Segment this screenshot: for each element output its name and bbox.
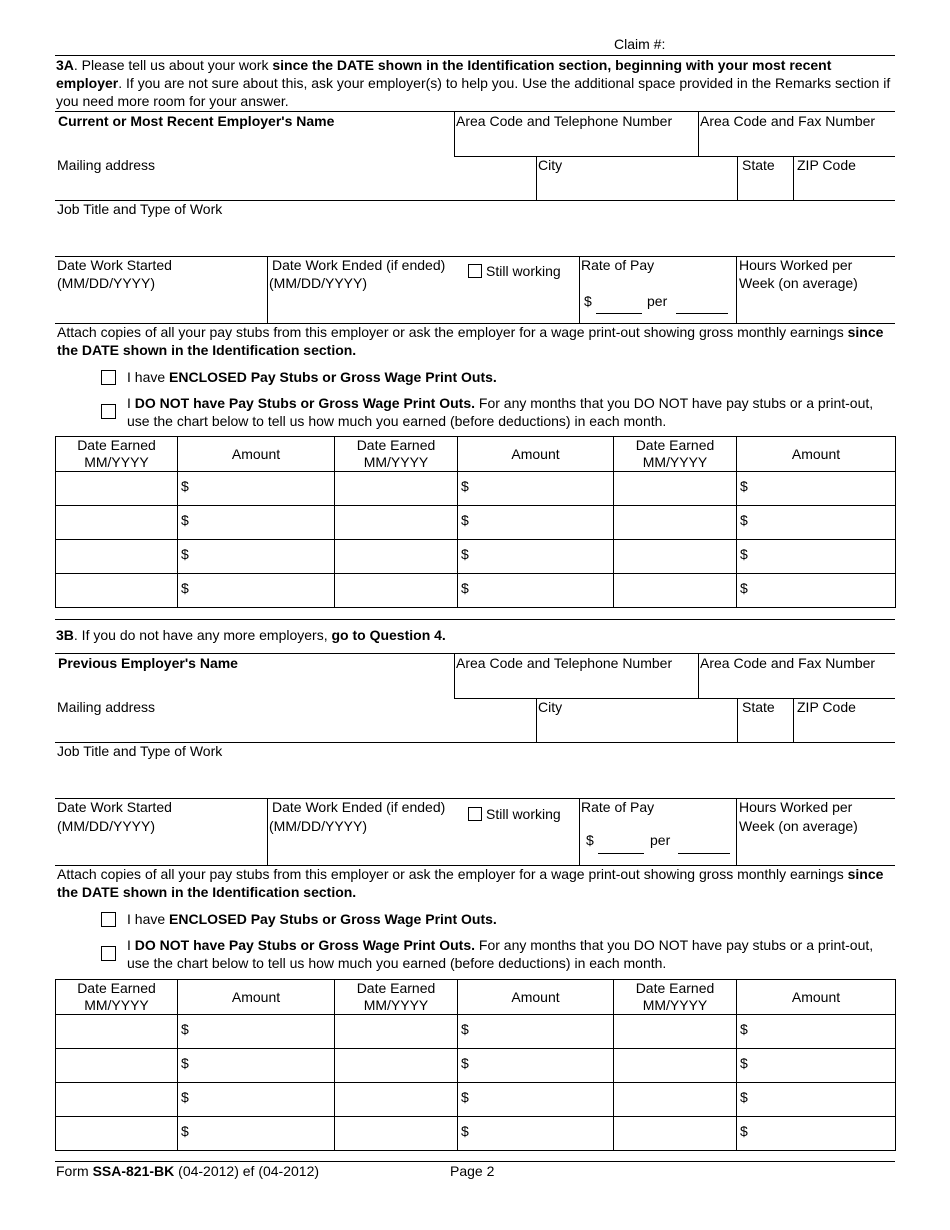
employer-name-label: Current or Most Recent Employer's Name	[58, 113, 335, 129]
still-working-label: Still working	[486, 806, 561, 822]
date-earned-cell[interactable]	[56, 472, 178, 506]
table-row	[56, 1049, 896, 1083]
attach-instructions: Attach copies of all your pay stubs from this employer or ask the employer for a wage print-out showing gross monthly earnings since the DATE shown in the Identification section.	[57, 324, 884, 358]
mailing-address-field[interactable]	[56, 718, 534, 740]
zip-field[interactable]	[795, 176, 894, 198]
job-title-field[interactable]	[56, 764, 894, 796]
date-earned-header: Date Earned MM/YYYY	[614, 980, 737, 1015]
still-working-checkbox[interactable]	[468, 264, 482, 278]
state-label: State	[742, 157, 775, 173]
date-started-format: (MM/DD/YYYY)	[57, 818, 155, 834]
enclosed-label: I have ENCLOSED Pay Stubs or Gross Wage Print Outs.	[127, 369, 497, 385]
date-earned-cell[interactable]	[56, 1015, 178, 1049]
phone-label: Area Code and Telephone Number	[456, 113, 673, 129]
table-row	[56, 1083, 896, 1117]
still-working-label: Still working	[486, 263, 561, 279]
do-not-have-label: I DO NOT have Pay Stubs or Gross Wage Print Outs. For any months that you DO NOT have pay stubs or a print-out, use the chart below to tell us how much you earned (before deductions) in each month.	[127, 395, 874, 429]
date-started-label: Date Work Started	[57, 799, 172, 815]
rate-amount-field[interactable]	[596, 313, 642, 314]
rate-amount-field[interactable]	[598, 853, 644, 854]
do-not-have-checkbox[interactable]	[101, 946, 116, 961]
hours-field[interactable]	[738, 837, 894, 863]
amount-cell[interactable]: $	[178, 1015, 335, 1049]
amount-cell[interactable]: $	[737, 540, 896, 574]
date-ended-format: (MM/DD/YYYY)	[269, 275, 367, 291]
claim-label: Claim #:	[614, 36, 666, 52]
divider	[698, 111, 699, 156]
amount-cell[interactable]: $	[458, 540, 614, 574]
divider	[736, 256, 737, 323]
date-earned-cell[interactable]	[614, 540, 737, 574]
phone-label: Area Code and Telephone Number	[456, 655, 673, 671]
date-earned-cell[interactable]	[56, 1083, 178, 1117]
date-earned-cell[interactable]	[614, 574, 737, 608]
date-earned-cell[interactable]	[614, 1049, 737, 1083]
divider	[793, 156, 794, 200]
amount-header: Amount	[737, 980, 896, 1015]
earnings-table-3a	[55, 436, 896, 608]
amount-cell[interactable]: $	[178, 472, 335, 506]
date-ended-field[interactable]	[269, 294, 577, 320]
date-earned-cell[interactable]	[335, 472, 458, 506]
date-earned-cell[interactable]	[335, 574, 458, 608]
amount-header: Amount	[458, 980, 614, 1015]
date-earned-cell[interactable]	[335, 1117, 458, 1151]
table-row	[56, 540, 896, 574]
date-ended-label: Date Work Ended (if ended)	[272, 257, 446, 273]
date-earned-cell[interactable]	[56, 506, 178, 540]
amount-cell[interactable]: $	[458, 506, 614, 540]
amount-cell[interactable]: $	[737, 1015, 896, 1049]
amount-cell[interactable]: $	[178, 540, 335, 574]
state-label: State	[742, 699, 775, 715]
employer-name-field[interactable]	[56, 674, 452, 696]
date-earned-cell[interactable]	[614, 1117, 737, 1151]
form-number: Form SSA-821-BK (04-2012) ef (04-2012)	[56, 1163, 320, 1179]
date-earned-cell[interactable]	[614, 1083, 737, 1117]
fax-label: Area Code and Fax Number	[700, 655, 876, 671]
hours-label-2: Week (on average)	[739, 818, 858, 834]
amount-header: Amount	[737, 437, 896, 472]
enclosed-checkbox[interactable]	[101, 370, 116, 385]
claim-number-field[interactable]	[675, 33, 895, 53]
amount-cell[interactable]: $	[178, 1049, 335, 1083]
date-earned-header: Date Earned MM/YYYY	[614, 437, 737, 472]
date-earned-cell[interactable]	[56, 574, 178, 608]
fax-label: Area Code and Fax Number	[700, 113, 876, 129]
divider	[267, 256, 268, 323]
dollar-sign: $	[586, 832, 594, 848]
divider	[536, 156, 537, 200]
amount-cell[interactable]: $	[178, 1083, 335, 1117]
job-title-field[interactable]	[56, 222, 894, 254]
date-earned-cell[interactable]	[614, 1015, 737, 1049]
date-started-format: (MM/DD/YYYY)	[57, 275, 155, 291]
date-earned-cell[interactable]	[335, 1015, 458, 1049]
employer-name-label: Previous Employer's Name	[58, 655, 238, 671]
amount-cell[interactable]: $	[178, 574, 335, 608]
date-earned-cell[interactable]	[56, 540, 178, 574]
divider	[698, 653, 699, 698]
city-field[interactable]	[538, 718, 734, 740]
zip-label: ZIP Code	[797, 699, 856, 715]
divider	[793, 698, 794, 742]
hours-label-2: Week (on average)	[739, 275, 858, 291]
earnings-table-3b	[55, 979, 896, 1151]
amount-cell[interactable]: $	[458, 472, 614, 506]
do-not-have-label: I DO NOT have Pay Stubs or Gross Wage Print Outs. For any months that you DO NOT have pay stubs or a print-out, use the chart below to tell us how much you earned (before deductions) in each month.	[127, 937, 874, 971]
do-not-have-checkbox[interactable]	[101, 404, 116, 419]
employer-name-field[interactable]	[56, 132, 452, 154]
mailing-address-label: Mailing address	[57, 157, 156, 173]
attach-instructions: Attach copies of all your pay stubs from this employer or ask the employer for a wage print-out showing gross monthly earnings since the DATE shown in the Identification section.	[57, 866, 884, 900]
table-row	[56, 506, 896, 540]
date-earned-cell[interactable]	[614, 506, 737, 540]
amount-cell[interactable]: $	[737, 472, 896, 506]
zip-label: ZIP Code	[797, 157, 856, 173]
date-earned-cell[interactable]	[335, 1049, 458, 1083]
divider	[55, 619, 895, 620]
job-title-label: Job Title and Type of Work	[57, 201, 223, 217]
state-field[interactable]	[739, 718, 791, 740]
job-title-label: Job Title and Type of Work	[57, 743, 223, 759]
rate-of-pay-label: Rate of Pay	[581, 257, 655, 273]
amount-cell[interactable]: $	[458, 1083, 614, 1117]
table-row	[56, 1117, 896, 1151]
mailing-address-label: Mailing address	[57, 699, 156, 715]
rate-of-pay-label: Rate of Pay	[581, 799, 655, 815]
phone-field[interactable]	[456, 132, 696, 154]
date-earned-cell[interactable]	[56, 1117, 178, 1151]
amount-cell[interactable]: $	[458, 1049, 614, 1083]
mailing-address-field[interactable]	[56, 176, 534, 198]
zip-field[interactable]	[795, 718, 894, 740]
date-earned-cell[interactable]	[56, 1049, 178, 1083]
per-label: per	[650, 832, 671, 848]
divider	[579, 798, 580, 865]
amount-header: Amount	[178, 437, 335, 472]
table-row	[56, 472, 896, 506]
section-3a-intro: 3A. Please tell us about your work since the DATE shown in the Identification section, beginning with your most recent employer. If you are not sure about this, ask your employer(s) to help you. Use the additional space provided in the Remarks section if you need more room for your answer.	[56, 57, 891, 109]
amount-cell[interactable]: $	[737, 1049, 896, 1083]
date-earned-cell[interactable]	[335, 1083, 458, 1117]
enclosed-checkbox[interactable]	[101, 912, 116, 927]
amount-cell[interactable]: $	[737, 574, 896, 608]
date-ended-format: (MM/DD/YYYY)	[269, 818, 367, 834]
date-ended-label: Date Work Ended (if ended)	[272, 799, 446, 815]
date-started-field[interactable]	[56, 294, 264, 320]
divider	[737, 698, 738, 742]
divider	[536, 698, 537, 742]
date-ended-field[interactable]	[269, 837, 577, 863]
enclosed-label: I have ENCLOSED Pay Stubs or Gross Wage Print Outs.	[127, 911, 497, 927]
amount-header: Amount	[178, 980, 335, 1015]
amount-cell[interactable]: $	[737, 1117, 896, 1151]
hours-field[interactable]	[738, 294, 894, 320]
divider	[454, 111, 455, 156]
amount-header: Amount	[458, 437, 614, 472]
date-earned-cell[interactable]	[614, 472, 737, 506]
rate-period-field[interactable]	[678, 853, 730, 854]
amount-cell[interactable]: $	[458, 574, 614, 608]
amount-cell[interactable]: $	[458, 1015, 614, 1049]
date-earned-header: Date Earned MM/YYYY	[56, 437, 178, 472]
section-3b-intro: 3B. If you do not have any more employers, go to Question 4.	[56, 627, 446, 643]
city-label: City	[538, 699, 563, 715]
divider	[454, 653, 455, 698]
phone-field[interactable]	[456, 674, 696, 696]
rate-period-field[interactable]	[676, 313, 728, 314]
date-earned-cell[interactable]	[335, 506, 458, 540]
hours-label: Hours Worked per	[739, 257, 853, 273]
divider	[579, 256, 580, 323]
hours-label: Hours Worked per	[739, 799, 853, 815]
date-earned-header: Date Earned MM/YYYY	[335, 980, 458, 1015]
state-field[interactable]	[739, 176, 791, 198]
per-label: per	[647, 293, 668, 309]
amount-cell[interactable]: $	[178, 506, 335, 540]
divider	[267, 798, 268, 865]
fax-field[interactable]	[700, 132, 894, 154]
date-earned-header: Date Earned MM/YYYY	[335, 437, 458, 472]
amount-cell[interactable]: $	[458, 1117, 614, 1151]
page-number: Page 2	[450, 1163, 495, 1179]
divider	[737, 156, 738, 200]
table-row	[56, 574, 896, 608]
table-row	[56, 1015, 896, 1049]
fax-field[interactable]	[700, 674, 894, 696]
amount-cell[interactable]: $	[178, 1117, 335, 1151]
still-working-checkbox[interactable]	[468, 807, 482, 821]
date-started-field[interactable]	[56, 837, 264, 863]
date-started-label: Date Work Started	[57, 257, 172, 273]
date-earned-cell[interactable]	[335, 540, 458, 574]
divider	[736, 798, 737, 865]
city-label: City	[538, 157, 563, 173]
date-earned-header: Date Earned MM/YYYY	[56, 980, 178, 1015]
dollar-sign: $	[584, 293, 592, 309]
amount-cell[interactable]: $	[737, 1083, 896, 1117]
city-field[interactable]	[538, 176, 734, 198]
amount-cell[interactable]: $	[737, 506, 896, 540]
